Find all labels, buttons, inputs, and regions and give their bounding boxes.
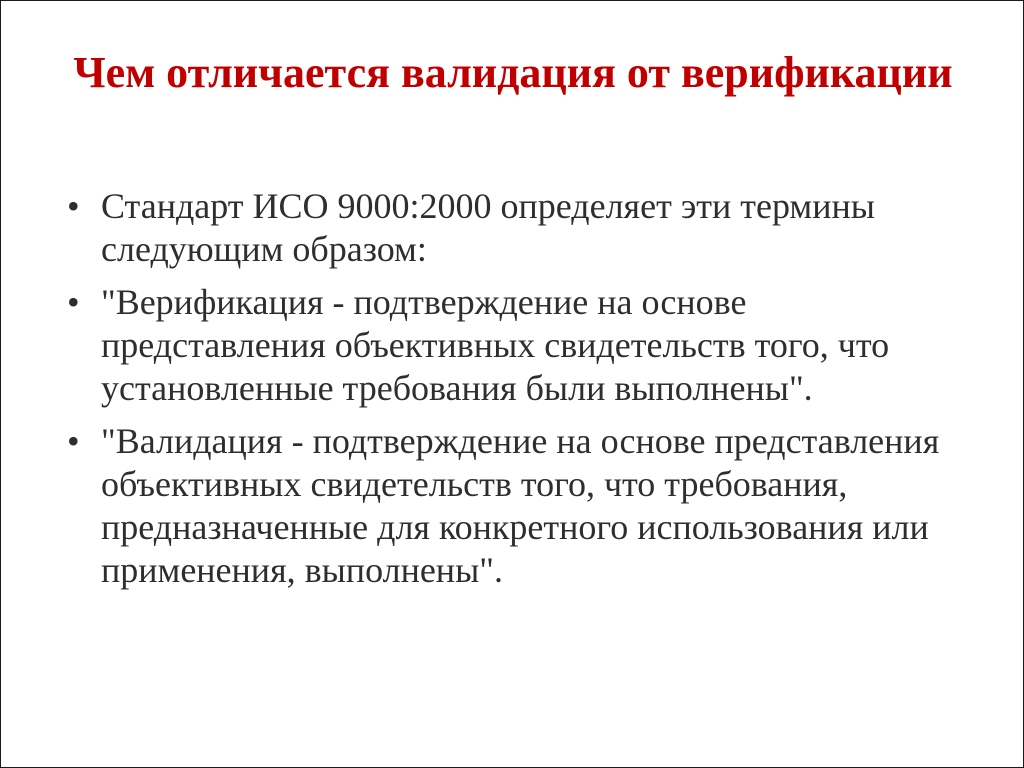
bullet-text-validation: "Валидация - подтверждение на основе представления объективных свидетельств того, что требования, предназначенные для конкретного использования или применения, выполнены". bbox=[101, 421, 940, 590]
bullet-item-validation bbox=[67, 420, 967, 592]
bullet-text-verification: "Верификация - подтверждение на основе представления объективных свидетельств того, что установленные требования были выполнены". bbox=[101, 282, 890, 408]
bullet-item-verification bbox=[67, 281, 967, 410]
bullet-icon: • bbox=[67, 421, 80, 461]
bullet-list bbox=[67, 185, 967, 602]
bullet-icon: • bbox=[67, 186, 80, 226]
bullet-text-standard: Стандарт ИСО 9000:2000 определяет эти термины следующим образом: bbox=[101, 186, 875, 269]
bullet-item-standard bbox=[67, 185, 967, 271]
slide-title: Чем отличается валидация от верификации bbox=[73, 48, 953, 97]
bullet-icon: • bbox=[67, 282, 80, 322]
